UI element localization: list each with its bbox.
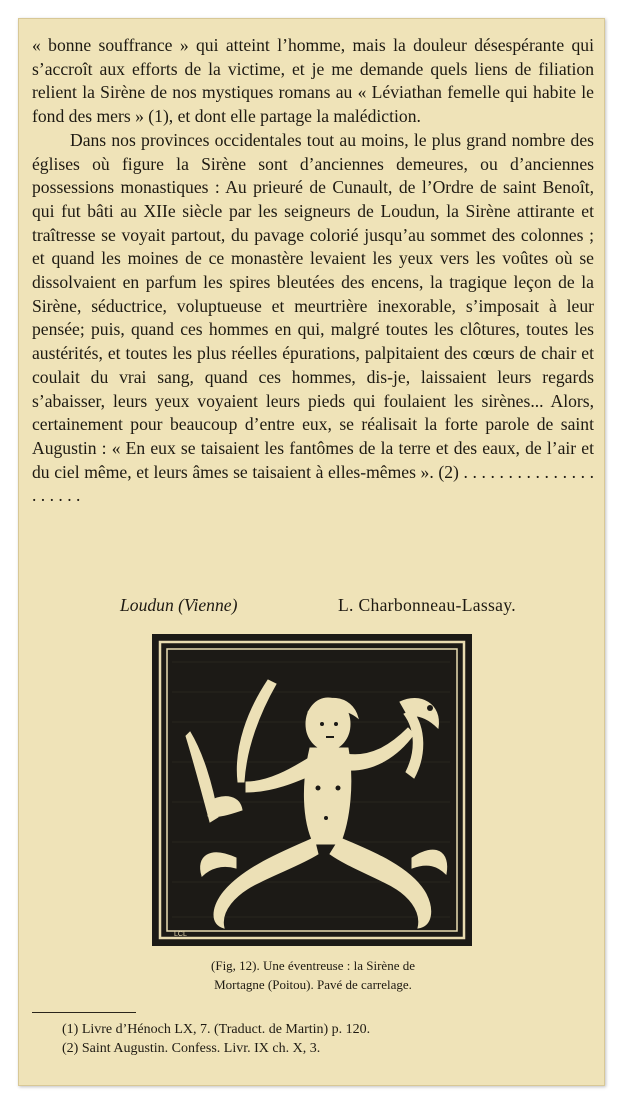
siren-woodcut-figure: [150, 632, 474, 962]
article-body: [32, 34, 594, 508]
footnotes: [62, 1020, 582, 1058]
figure-caption: [128, 956, 498, 994]
paragraph-1: « bonne souffrance » qui atteint l’homme, mais la douleur désespérante qui s’accroît aux efforts de la victime, et je me demande quels liens de filiation relient la Sirène de nos mystiques romans au « Léviathan femelle qui habite le fond des mers » (1), et dont elle partage la malédiction.: [32, 35, 594, 127]
siren-woodcut-image: [150, 632, 474, 962]
footnote-2: (2) Saint Augustin. Confess. Livr. IX ch. X, 3.: [62, 1041, 321, 1056]
newspaper-clipping: [18, 18, 605, 1086]
footnote-1: (1) Livre d’Hénoch LX, 7. (Traduct. de Martin) p. 120.: [62, 1022, 371, 1037]
caption-line-1: (Fig, 12). Une éventreuse : la Sirène de: [211, 958, 415, 973]
footnote-divider: [32, 1012, 136, 1013]
woodcut-monogram: LCL: [174, 931, 187, 938]
signature-author: L. Charbonneau-Lassay.: [338, 595, 516, 615]
signature-place: Loudun (Vienne): [120, 595, 238, 615]
caption-line-2: Mortagne (Poitou). Pavé de carrelage.: [214, 977, 412, 992]
paragraph-2: Dans nos provinces occidentales tout au moins, le plus grand nombre des églises où figure la Sirène sont d’anciennes demeures, ou d’anciennes possessions monastiques : Au prieuré de Cunault, de l’Ordre de saint Benoît, qui fut bâti au XIIe siècle par les seigneurs de Loudun, la Sirène attirante et traîtresse se voyait partout, du pavage colorié jusqu’au sommet des colonnes ; et quand les moines de ce monastère levaient les yeux vers les voûtes où se dissolvaient en parfum les spires bleutées des encens, la tragique leçon de la Sirène, séductrice, voluptueuse et meurtrière inexorable, s’imposait à leur pensée; puis, quand ces hommes en qui, malgré toutes les clôtures, toutes les austérités, et toutes les plus réelles épurations, palpitaient des cœurs de chair et coulait du vrai sang, quand ces hommes, dis-je, laissaient leurs regards s’abaisser, leurs yeux voyaient leurs pieds qui foulaient les sirènes... Alors, certainement pour beaucoup d’entre eux, se réalisait la forte parole de saint Augustin : « En eux se taisaient les fantômes de la terre et des eaux, de l’air et du ciel même, et leurs âmes se taisaient à elles-mêmes ». (2) . . . . . . . . . . . . . . . . . . . . .: [32, 129, 594, 506]
